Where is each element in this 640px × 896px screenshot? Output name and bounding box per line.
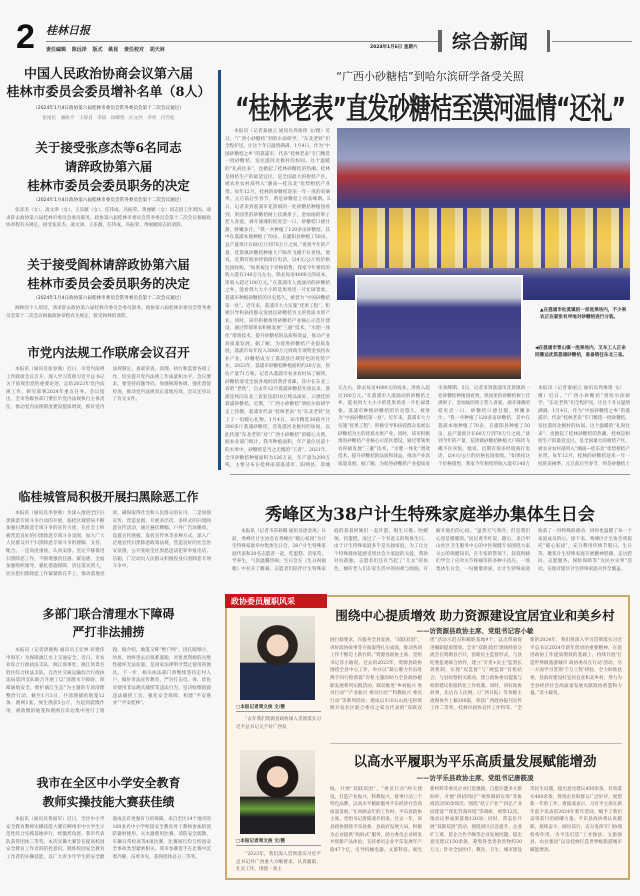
intro: “去年我们资源县政协深入贯彻落实习近平总书记关于对广西发	[236, 717, 321, 730]
lead-body-col1: 本报讯（记者秦丽云 通讯员周俊琦 文/摄）近日，“广西小砂糖桔”到哈尔滨研学，“东北老铁”们全程护送，让这个冬日温情满满。1月4日，作为“中国砂糖桔之乡”的荔浦市，代表“桂林老表”专门精选一批砂糖桔，发往漠河北极村的坊间。这个温暖的“礼尚往来”，也掀起了桂林砂糖桔的热潮。桂林是柑桔生产的最适宜区，是全国最大的柑桔产区，被农业农村部列入“湘南—桂东北”优势柑桔产业带。每年12月，桂林的砂糖桔迎来一年一度的采摘季。元旦前后至春节，则是砂糖桔上市高峰期。5日，记者来到荔浦市花篢镇的一处砂糖桔种植园看到，果园里的砂糖桔树上挂满果子，金灿灿的果子惹人喜爱。剥开薄薄的桔皮尝一口，砂糖桔口感甘甜，鲜嫩多汁。“我一共种植了120多亩砂糖桔，其中在荔浦本地种植了70亩，在灌阳县种植了50亩，总产量预计在60万斤到70万斤之间。”谈到今年的产量，花篢镇砂糖桔种植大户陈传飞掩不住喜悦。他说，近期有很多经销商打电话，以4元/公斤的价格包园收购。“如果按这个价格销售，我家今年柑桔的收入能有140万元左右，除去每亩4000元的成本，净收入超过100万元。”在荔浦市人流涌动的砂糖桔之乡，能看到大大小小的选果场里一片忙碌景象。荔浦市种植砂糖桔的历史悠久，被誉为“中国砂糖桔第一县”。近年来，荔浦市大力实施“优果工程”，积极引导和扶持群众发展以砂糖桔为主的优质水果产业。同时，该市积极推进砂糖桔产业核心示范区建设，通过带领果农积极发展“三避”技术，“水肥一体化”增效技术，提升砂糖桔的品质和效益，推动产业高质量发展。据了解，为促进砂糖桔产业提质发展，荔浦市每年投入3000万元财政专项资金扶持农业产业，砂糖桔成为了荔浦县区域特色的优势产业。2023年，荔浦市砂糖桔种植面积约20万亩，预估产量71万吨。记者从荔浦市农业农村局了解到，砂糖桔深受全国各地的消费者青睐，其中在东北三省的“老铁”，自去年12月荔浦砂糖桔开园以来，荔浦连续向东北三省发送超10万吨品质好、口感佳的荔浦砂糖桔。近期，“广西小砂糖桔”到哈尔滨研学走上热搜，荔浦市代表“桂林老表”为“东北老铁”送上了一份暖心礼物。1月4日，该市精选30箱共计300多斤荔浦砂糖桔，首发漠河北极村的坊间，以此传递“东北老铁”对“广西小砂糖桔”的暖心关照。据农业部门统计，我市种植面积、年产量位居前十的水果中，砂糖桔是当之无愧的“王者”。2021年，全市砂糖桔种植面积为126万亩，年产量为299万吨，主要分布在桂林南部荔浦市、阳朔县、恭城	[225, 129, 330, 469]
article-body: 本报讯（通讯员李春燕）为深入推进全区扫黑除恶专项斗争行动的开展，临桂区城管局不断加强扫黑除恶专项斗争的宣传力度，在社会上积极营造良好的扫黑除恶专项斗争氛围，加大广大人民群众对于扫黑除恶专项斗争的理解、支持、配合。一是高度重视，认真安排。坚定不移推进扫黑除恶工作，不断增强责任感、紧迫感，全面加强组织领导，强化措施保障，责任落实到人，切实把扫黑除恶工作紧紧抓在手上，推动落地见效，确保取得社会和人民群众的认可。二是加强宣传，营造氛围。开展多层次、多样式的扫黑除恶宣传活动，通过悬挂横幅、户外广告屏播放、设置宣传展板、发放宣传单等多种方式，深入广泛地宣传扫黑除恶政策法规，营造良好的社会治安氛围，公开张贴全区黑恶违法犯罪举报电话、信箱，广泛动员人民群众积极投身扫黑除恶专项斗争中。	[6, 511, 211, 577]
note: （2024年1月4日政协第六届桂林市委员会常务委员会第十二次会议通过）	[33, 106, 184, 111]
headline: 市党内法规工作联席会议召开	[27, 345, 190, 360]
photo-caption: ◀在荔浦市青山镇一洗果场内，叉车工人正来回搬运优质荔浦砂糖桔，准备销往东北三省。	[535, 346, 627, 358]
intro: “2023年，我们深入贯彻落实习近平总书记对广西重大方略要求，认真履职，扎实工作，围绕一条主	[236, 852, 321, 873]
names: 张尾民 潘政平 王保良 李斌 徐卿贤 汪文西 李勇 付雪松	[42, 116, 175, 121]
page-number: 2	[16, 18, 35, 56]
headline: 请辞政协第六届	[64, 159, 153, 174]
section-bar	[547, 30, 550, 52]
headline: 桂林市委员会委员增补名单（8人）	[6, 85, 211, 100]
byline: □本报记者周文俊 文/摄	[236, 838, 321, 846]
staff-line: 责任编辑 陈远岸 版式 姚昆 责任校对 胡天林	[46, 47, 165, 53]
column-divider	[218, 70, 221, 470]
note: （2024年1月4日政协第六届桂林市委员会常务委员会第十二次会议通过）	[33, 296, 184, 301]
headline: 桂林市委员会委员职务的决定	[27, 178, 190, 193]
feature-body: 线，开展“双联双团”、“委员行动”两大建设，打造产业振兴、科教振兴、督事行动三个特色品牌，以高水平履职服务平乐经济社会高质量发展。”在回顾去年的工作时，平乐县政协主席、党组书记唐筱凌介绍说。过去一年，该县政协围绕平乐县委、县政府发展大局，积极为企业提供“妈妈式”服务，助力委员企业研发并创新产品体验，支持委员企业平乐发展年产值47个亿，引导机械电器、文旅科技、观光新材料等委员企业打造强链，自愿应邀多元新标杆，开展“四招四问”“视察调研在场”等协商活动50余场次；围绕“桔子产业”“四亿产业园建设”“优化营商环境”等调研，视察12次，推动议事成果落地120项；同时，常态化开展“双联双团”活动，围绕原区应急提升、企业扩工难、留企合作不畅等企业发展问题，提出意见建议150余条，筹集各类善款善物约30万元；针对全县医疗、教育、卫生、城市建设等民生问题，提出意见建议450余条，有效落实400余条，得到企业和群众广泛好评。展望新一年的工作，唐筱凌表示，习近平主席在新年前夕发表的2024年新年贺词，赋予了我们奋勇前行的磅礴力量。平乐县政协将认真履职，接续奋斗，踔厉前行，充分发挥专门协商机构作用，为平乐打造“工业强县、文旅强县、农业强县”以及桂林打造世界级旅游城市赋能增劲。	[330, 787, 622, 853]
article-body: 本报讯（记者唐晓梅 通讯员王宏林 蒋建伟 申海军）为保障漓江水上交通安全，近日，市农业综合行政执法支队、漓江海事处、漓江风景名胜区综合执法支队、自治区交通运输综合行政执法局第四支队联合开展了以“清理水下障碍，保障通航安全，维护漓江生态”为主题的专项清理整治行动。截至1月3日，共清理捕鱼地笼12条、渔网1张，放生渔获5公斤，为起到震慑作用，被收缴的地笼和渔网在岸边集中进行了销毁。据介绍，地笼又称“绝户网”，因孔眼细小，幼鱼、幼虾进去后很难逃脱，对鱼类资源的灭绝性破坏无法估量，是国家法律明令禁止使用的渔具。下一步，相关执法部门将继续坚持走村入户，做好普法宣传教育，严厉打击电、毒、炸鱼及使用非法渔具捕捞等违法行为，坚决收缴销毁违法捕捞工具，强化安全保障，构建“平安渔业”“平安桂林”。	[6, 648, 211, 714]
header-rule	[552, 41, 632, 42]
article-resign-decision	[6, 138, 211, 230]
feature-subtitle: ——访平乐县政协主席、党组书记唐筱凌	[416, 774, 534, 782]
article-lingui-urban	[6, 488, 211, 600]
section-bar	[438, 30, 442, 52]
headline: 我市在全区中小学安全教育	[36, 776, 181, 790]
article-underwater-cleanup	[6, 605, 211, 753]
section-title: 综合新闻	[452, 31, 529, 53]
headline: 中国人民政治协商会议第六届	[23, 67, 193, 82]
paper-logo: 桂林日报	[46, 24, 90, 37]
article-body: 本报讯（通讯员张春燕）近日，市党内法规工作联席会议召开，深入学习贯彻习近平总书记关于依规治党的重要论述，总结2023年党内法规工作，研究部署2024年重点任务。会议指出，全市各级各部门要扛牢党内法规执行主体责任，推动党内法规制度建设提质增效，抓好党内法规制定、备案审查、清理、执行和监督各项工作，切实提升党内法规工作质量和水平。会议要求，要坚持问题导向，加强统筹协调，强化督促检查，推动党内法规真正落地见效。会议还审议了有关文件。	[6, 367, 211, 410]
kicker: “广西小砂糖桔”到哈尔滨研学备受关照	[336, 70, 524, 83]
note: （2024年1月4日政协第六届桂林市委员会常务委员会第十二次会议通过）	[33, 198, 184, 203]
photo-caption: ▲在荔浦市杜莫镇的一家洗果场内，不少果农正在紧张有序地对砂糖桔进行分装。	[540, 308, 627, 320]
byline: □本报记者周文俊 文/摄	[236, 704, 321, 712]
headline: 临桂城管局积极开展扫黑除恶工作	[18, 490, 199, 504]
headline: 多部门联合清理水下障碍	[42, 607, 175, 621]
article-school-safety	[6, 774, 211, 884]
headline: 关于接受阎林请辞政协第六届	[27, 257, 190, 272]
portrait-rong-xiaomin	[240, 616, 315, 700]
article-body: 张彦杰（女）、凌文津（女）、王乐薇（女）、任伟成、冯振荣、黄丽媚（女）同志因工作原因，请求辞去政协第六届桂林市委员会委员职务。政协第六届桂林市委员会常务委员会第十二次会议根据政协章程有关规定，接受张彦杰、凌文津、王乐薇、任伟成、冯振荣、黄丽媚同志的请辞。	[6, 208, 211, 229]
divider	[230, 474, 630, 475]
article-party-regulations	[6, 343, 211, 488]
headline: 严打非法捕捞	[72, 625, 145, 639]
lead-body-cont	[338, 385, 630, 470]
article-member-list	[6, 66, 211, 121]
feature-subtitle: ——访资源县政协主席、党组书记容小敏	[416, 627, 534, 635]
header-rule	[46, 41, 441, 42]
photo-forklift	[355, 275, 523, 381]
issue-date: 2024年1月6日 星期六	[370, 45, 418, 50]
lead-headline: “桂林老表”直发砂糖桔至漠河温情“还礼”	[235, 92, 625, 127]
article-yanlin-decision	[6, 255, 211, 320]
portrait-tang-xiaoling	[240, 750, 315, 834]
feature-headline: 围绕中心提质增效 助力资源建设宜居宜业和美乡村	[335, 608, 615, 623]
lead-body-text: 本报讯（记者秦丽云 通讯员周俊琦 文/摄）近日，“广西小砂糖桔”到哈尔滨研学，“东北老铁”们全程护送，让这个冬日温情满满。1月4日，作为“中国砂糖桔之乡”的荔浦市，代表“桂林老表”专门精选一批砂糖桔，发往漠河北极村的坊间。这个温暖的“礼尚往来”，也掀起了桂林砂糖桔的热潮。桂林是柑桔生产的最适宜区，是全国最大的柑桔产区，被农业农村部列入“湘南—桂东北”优势柑桔产业带。每年12月，桂林的砂糖桔迎来一年一度的采摘季。元旦前后至春节，则是砂糖桔上市高峰期。5日，记者来到荔浦市花篢镇的一处砂糖桔种植园看到，果园里的砂糖桔树上挂满果子，金灿灿的果子惹人喜爱。剥开薄薄的桔皮尝一口，砂糖桔口感甘甜，鲜嫩多汁。“我一共种植了120多亩砂糖桔，其中在荔浦本地种植了70亩，在灌阳县种植了50亩，总产量预计在60万斤到70万斤之间。”谈到今年的产量，花篢镇砂糖桔种植大户陈传飞掩不住喜悦。他说，近期有很多经销商打电话，以4元/公斤的价格包园收购。“如果按这个价格销售，我家今年柑桔的收入能有140万元左右，除去每亩4000元的成本，净收入超过100万元。”在荔浦市人流涌动的砂糖桔之乡，能看到大大小小的选果场里一片忙碌景象。荔浦市种植砂糖桔的历史悠久，被誉为“中国砂糖桔第一县”。近年来，荔浦市大力实施“优果工程”，积极引导和扶持群众发展以砂糖桔为主的优质水果产业。同时，该市积极推进砂糖桔产业核心示范区建设，通过带领果农积极发展“三避”技术，“水肥一体化”增效技术，提升砂糖桔的品质和效益，推动产业高质量发展。据了解，为促进砂糖桔产业提质发	[338, 386, 630, 467]
feature-body: 展行稳要求，在服务全县发展、“双联双团”、讲好政协故事等方面取得扎实成效，推动各项工作不断迈上新台阶。”资源县政协主席、党组书记容小敏说。过去的2023年，资源县政协围绕全县中心工作，举办以“凝心聚力共奋进 携手同行绘新篇”有机主题的助力全县政协履职发展系列实践活动，联动推进“乡村振兴 委员行动”“产业振兴 委员行动”“科教振兴 委员行动”等系列活动；建成以车田石山底屯和资源开发社区联合委员之家为代表的“双联双团”活动示范点和履职基地9个，以点带面促进履职提质增效。全市“双联双团”现场经验交流会在资源县召开，创新民主监督形式，与县纪委监委联合协作，建立“专责+民主”监督长效机制，实现“双监督”与“硬监督”有机结合；与县检察机关联动，建立政协委员提案与检察建议衔接转化工作机制。同时，讲好政协故事，先后在人民网、《广西日报》等各级主流媒体共上稿200篇，荣获广西政协报刊宣传工作二等奖、桂林市政协宣传工作特等。“全新的2024年，我们将深入学习贯彻落实习近平总书记2024年新年贺词的重要精神，在促进政协工作提质增效的基础上，持续开展‘打造世界级旅游城市 政协委员在行动’活动，另一方面学习贯彻‘千万工程’经验，全力助推县委、县政府建设好宜居宜业和美乡村，努力为全县经济社会高质量发展贡献政协智慧和力量。”容小敏说。	[330, 638, 622, 712]
xiufeng-body: 本报讯（记者韦莎莉娜 通讯员唐金凤）日前，秀峰区计生协会在秀峰区“暖心家园”为计生特殊家庭举办集体生日会，38户计生特殊家庭代表和20名志愿者一起，吃蛋糕、话家常、学养生，气氛温馨热闹。生日会在《生日祝福歌》中拉开了帷幕，志愿者们陪伴计生特殊家庭的叔叔阿姨们一起许愿、唱生日歌、吹蜡烛、切蛋糕，度过了一个有意义的集体生日。由于计生特殊家庭多半是失独家庭，为了让这个特殊群体能感受到社会大家庭的关爱，帮助对抗孤独，志愿者们还有当起了“儿女”的角色，倾听老人们在家生活中的困难与烦恼，开解开他们的心结。“虽然天气寒冷，但是我们心里是暖暖的。”居民黄华红说。随后，来自甲山社区卫生服务中心的中医保健专家围绕大家关心的保健知识，在专家的带领下，叔叔阿姨们学会了应对关节疼痛等的多种小技巧。一场集体生日会，一份健康讲座，让计生特殊家庭收获了一份特殊的感动，同时也温暖了每一个家庭成员的心。接下来，秀峰区计生协会将依托“暖心家园”，充分利用传统节假日、生日等，聚焦计生特殊家庭开展精神慰藉、走访慰问、志愿服务、保险保障等“为民办实事”活动，实现对辖区计生特殊家庭关怀全覆盖。	[232, 529, 632, 572]
feature-label: 政协委员履职风采	[225, 594, 327, 608]
xiufeng-headline: 秀峰区为38户计生特殊家庭举办集体生日会	[265, 505, 595, 525]
headline: 教师实操技能大赛获佳绩	[42, 795, 175, 809]
article-body: 阎林因个人原因，请求辞去政协第六届桂林市委员会委员职务。政协第六届桂林市委员会常务委员会第十二次会议根据政协章程有关规定，接受阎林的请辞。	[6, 306, 211, 319]
headline: 关于接受张彦杰等6名同志	[35, 140, 182, 155]
feature-headline: 以高水平履职为平乐高质量发展赋能增劲	[353, 754, 597, 770]
headline: 桂林市委员会委员职务的决定	[27, 276, 190, 291]
divider	[330, 743, 622, 744]
article-body: 本报讯（通讯员黄福军）近日，全区中小学安全教育教师实操技能大赛在柳州市中小学生示范性综合实践基地举行，经激烈角逐，我市代表队获得团体三等奖。本次实操大赛旨在提高校园安全教育工作者的防控意识，锻炼校园安全教育工作者的实操技能，以广大青少年学生的安全健康成长有更强有力的保障。来自全区14个地市的100多名中小学校园安全教育骨干教师参加的消防器材使用、灭火器使用比赛、消防安全疏散、车辆日常检查等4项比赛，比赛项目均与校园安全事故类型紧密相关。我市参赛选手在比赛中沉着冷静，奋勇争先，获得团体总分三等奖。	[6, 817, 211, 860]
